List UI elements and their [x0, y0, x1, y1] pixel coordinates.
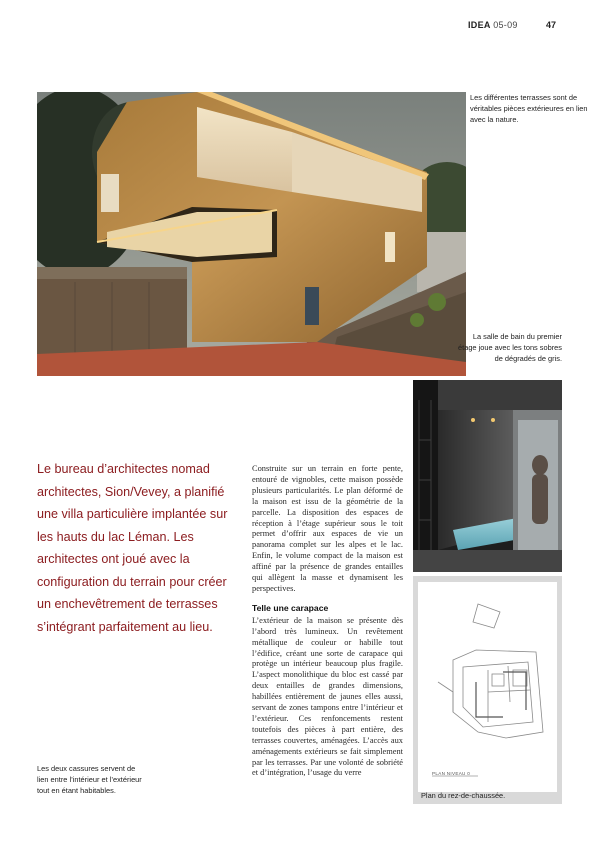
caption-terraces: Les différentes terrasses sont de véritables pièces extérieures en lien avec la nature. — [470, 93, 588, 124]
villa-exterior-photo — [37, 92, 466, 376]
floor-plan-drawing — [418, 582, 557, 792]
magazine-name: IDEA — [468, 20, 491, 30]
issue-number: 05-09 — [493, 20, 518, 30]
page-number: 47 — [546, 20, 557, 30]
caption-plan: Plan du rez-de-chaussée. — [421, 791, 506, 800]
magazine-header — [468, 20, 518, 30]
body-paragraph-2: L’extérieur de la maison se présente dès l’abord très lumineux. Un revêtement métallique de couleur or habille tout l’édifice, créant une sorte de carapace qui protège un intérieur beaucoup plus fragile. L’aspect monolithique du bloc est cassé par deux entailles de grandes dimensions, habillées entièrement de jaunes elles aussi, servant de zones tampons entre l’intérieur et l’extérieur. Ces renfoncements restent toutefois des pièces à part entière, des terrasses couvertes, aménagées. L’accès aux aménagements extérieurs se fait simplement par les terrasses. Par une volonté de sobriété et d’intégration, l’usage du verre — [252, 615, 403, 778]
article-body — [252, 464, 403, 779]
lead-paragraph: Le bureau d’architectes nomad architectes, Sion/Vevey, a planifié une villa particulière implantée sur les hauts du lac Léman. Les architectes ont joué avec la configuration du terrain pour créer un enchevêtrement de terrasses s’intégrant parfaitement au lieu. — [37, 462, 228, 634]
floor-plan-panel — [413, 576, 562, 804]
caption-bathroom: La salle de bain du premier étage joue avec les tons sobres de dégradés de gris. — [458, 332, 562, 363]
bathroom-photo — [413, 380, 562, 572]
caption-cassures: Les deux cassures servent de lien entre l’intérieur et l’extérieur tout en étant habitables. — [37, 764, 142, 795]
subheading: Telle une carapace — [252, 602, 329, 613]
body-paragraph-1: Construite sur un terrain en forte pente, entouré de vignobles, cette maison possède plusieurs particularités. Le plan déformé de la maison est issu de la géométrie de la parcelle. La disposition des espaces de réception à l’étage supérieur sous le toit permet d’offrir aux espaces de vie un panorama complet sur les alpes et le lac. Enfin, le volume compact de la maison est affiné par la présence de grandes entailles qui allègent la masse et dynamisent les perspectives. — [252, 464, 403, 593]
plan-level-label: PLAN NIVEAU 0 — [432, 771, 471, 776]
